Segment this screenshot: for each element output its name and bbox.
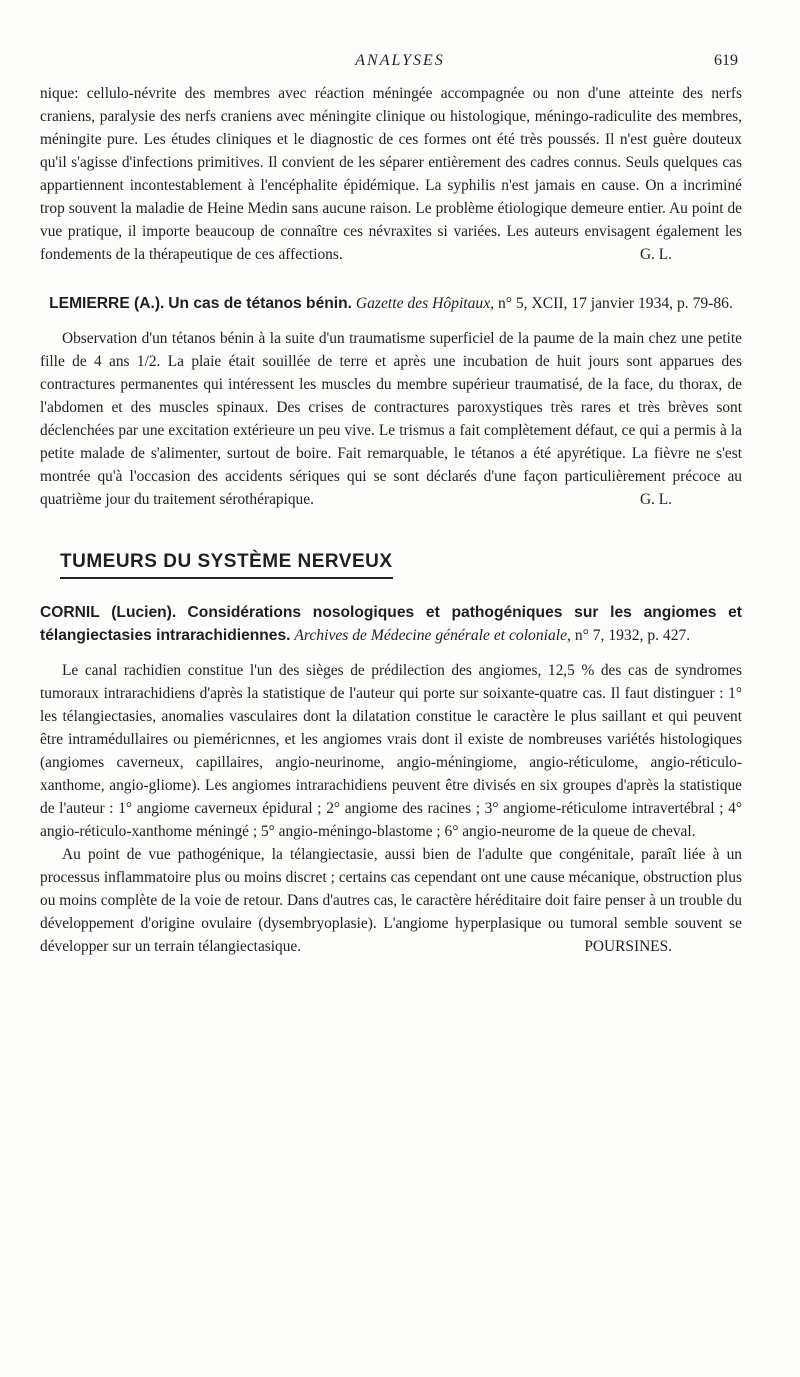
page-body [40, 82, 742, 958]
entry-heading [40, 292, 742, 315]
page-number: 619 [714, 52, 738, 69]
entry-author: LEMIERRE (A.). [49, 295, 165, 312]
entry-citation: n° 7, 1932, p. 427. [574, 627, 691, 644]
entry-citation: n° 5, XCII, 17 janvier 1934, p. 79-86. [497, 295, 733, 312]
section-heading-wrap [60, 511, 742, 579]
page-header [0, 52, 800, 74]
entry-author: CORNIL (Lucien). [40, 604, 177, 621]
entry-abstract: Le canal rachidien constitue l'un des sièges de prédilection des angiomes, 12,5 % des cas de syndromes tumoraux intrarachidiens d'après la statistique de l'auteur qui porte sur soixante-quatre cas. Il faut distinguer : 1° les télangiectasies, anomalies vasculaires dont la dilatation constitue le caractère le plus saillant et qui peuvent être intramédullaires ou pieméricnnes, et les angiomes vrais dont il existe de nombreuses variétés histologiques (angiomes caverneux, capillaires, angio-neurinome, angio-méningiome, angio-réticulome, angio-réticulo-xanthome, angio-gliome). Les angiomes intrarachidiens peuvent être divisés en six groupes d'après la statistique de l'auteur : 1° angiome caverneux épidural ; 2° angiome des racines ; 3° angiome-réticulome intravertébral ; 4° angio-réticulo-xanthome méningé ; 5° angio-méningo-blastome ; 6° angio-neurome de la queue de cheval. [40, 662, 742, 840]
entry-heading [40, 601, 742, 647]
running-title: ANALYSES [355, 52, 445, 69]
entry-source: Gazette des Hôpitaux, [355, 295, 495, 312]
entry-abstract [40, 327, 742, 511]
paragraph-text: nique: cellulo-névrite des membres avec réaction méningée accompagnée ou non d'une atteinte des nerfs craniens, paralysie des nerfs craniens avec méningite clinique ou histologique, méningo-radiculite des membres, méningite pure. Les études cliniques et le diagnostic de ces formes ont été très poussés. Il n'est guère douteux qu'il s'agisse d'infections primitives. Il convient de les séparer entièrement des cadres connus. Seuls quelques cas appartiennent incontestablement à l'encéphalite épidémique. La syphilis n'est jamais en cause. On a incriminé trop souvent la maladie de Heine Medin sans aucune raison. Le problème étiologique demeure entier. Au point de vue pratique, il importe beaucoup de connaître ces névraxites si variées. Les auteurs envisagent également les fondements de la thérapeutique de ces affections. [40, 85, 742, 263]
continued-paragraph [40, 82, 742, 266]
entry-title: Considérations nosologiques et pathogéniques sur les angiomes et télangiectasies intrarachidiennes. [40, 604, 742, 644]
signature: G. L. [639, 491, 672, 508]
entry-title: Un cas de tétanos bénin. [168, 295, 352, 312]
entry-source: Archives de Médecine générale et coloniale, [294, 627, 571, 644]
abstract-text: Observation d'un tétanos bénin à la suite d'un traumatisme superficiel de la paume de la main chez une petite fille de 4 ans 1/2. La plaie était souillée de terre et après une incubation de huit jours sont apparues des contractures permanentes qui intéressent les muscles du membre supérieur traumatisé, de la face, du thorax, de l'abdomen et des muscles spinaux. Des crises de contractures paroxystiques très rares et très brèves sont déclenchées par une excitation extérieure un peu vive. Le trismus a fait complètement défaut, ce qui a permis à la petite malade de s'alimenter, surtout de boire. Fait remarquable, le tétanos a été apyrétique. La fièvre ne s'est montrée qu'à l'occasion des accidents sériques qui se sont déclarés d'une façon particulièrement précoce au quatrième jour du traitement sérothérapique. [40, 330, 742, 508]
entry-abstract [40, 843, 742, 958]
abstract-text: Au point de vue pathogénique, la télangiectasie, aussi bien de l'adulte que congénitale, paraît liée à un processus inflammatoire plus ou moins discret ; certains cas cependant ont une cause mécanique, obstruction plus ou moins complète de la voie de retour. Dans d'autres cas, le caractère héréditaire doit faire penser à un trouble du développement d'origine ovulaire (dysembryoplasie). L'angiome hyperplasique ou tumoral semble souvent se développer sur un terrain télangiectasique. [40, 846, 742, 955]
signature: G. L. [639, 246, 672, 263]
section-heading: TUMEURS DU SYSTÈME NERVEUX [60, 551, 393, 579]
signature: POURSINES. [584, 938, 672, 955]
